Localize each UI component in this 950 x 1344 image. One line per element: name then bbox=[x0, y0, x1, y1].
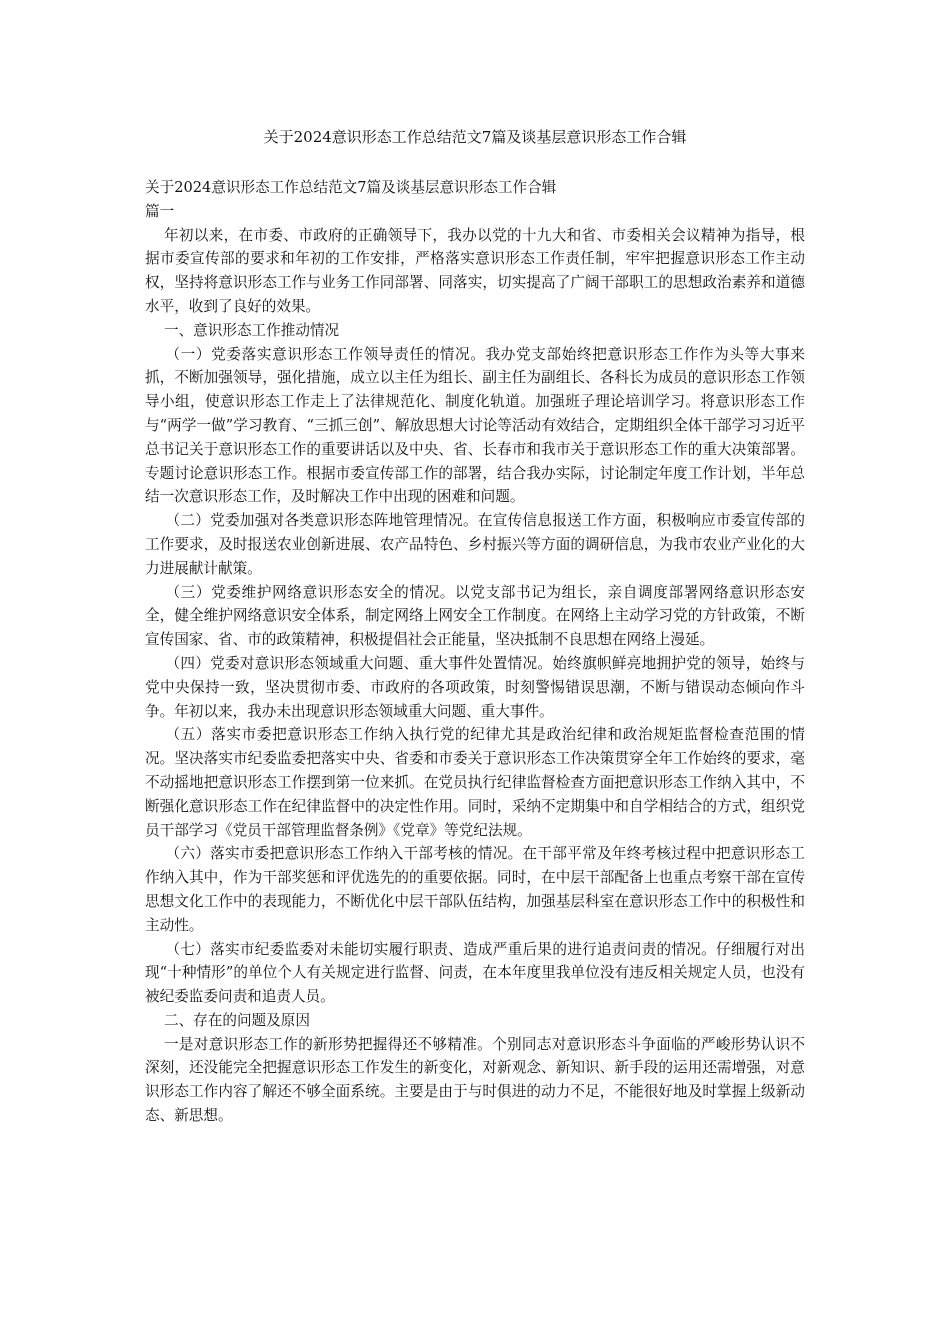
paragraph-item-3: （三）党委维护网络意识形态安全的情况。以党支部书记为组长，亲自调度部署网络意识形态安全，健全维护网络意识安全体系，制定网络上网安全工作制度。在网络上主动学习党的方针政策，不断宣传国家、省、市的政策精神，积极提倡社会正能量，坚决抵制不良思想在网络上漫延。 bbox=[145, 583, 805, 649]
heading-section-2: 二、存在的问题及原因 bbox=[163, 1011, 310, 1029]
paragraph-item-2: （二）党委加强对各类意识形态阵地管理情况。在宣传信息报送工作方面，积极响应市委宣传部的工作要求，及时报送农业创新进展、农产品特色、乡村振兴等方面的调研信息，为我市农业产业化的大力进展献计献策。 bbox=[145, 512, 805, 577]
paragraph-item-7: （七）落实市纪委监委对未能切实履行职责、造成严重后果的进行追责问责的情况。仔细履行对出现“十种情形”的单位个人有关规定进行监督、问责，在本年度里我单位没有违反相关规定人员，也没有被纪委监委问责和追责人员。 bbox=[145, 940, 805, 1006]
document-title: 关于2024意识形态工作总结范文7篇及谈基层意识形态工作合辑 bbox=[263, 128, 687, 146]
document-subtitle: 关于2024意识形态工作总结范文7篇及谈基层意识形态工作合辑 bbox=[145, 179, 557, 196]
document-body bbox=[145, 176, 805, 1128]
paragraph-intro: 年初以来，在市委、市政府的正确领导下，我办以党的十九大和省、市委相关会议精神为指导，根据市委宣传部的要求和年初的工作安排，严格落实意识形态工作责任制，牢牢把握意识形态工作主动权，坚持将意识形态工作与业务工作同部署、同落实，切实提高了广阔干部职工的思想政治素养和道德水平，收到了良好的效果。 bbox=[145, 226, 805, 315]
paragraph-item-4: （四）党委对意识形态领域重大问题、重大事件处置情况。始终旗帜鲜亮地拥护党的领导，始终与党中央保持一致，坚决贯彻市委、市政府的各项政策，时刻警惕错误思潮，不断与错误动态倾向作斗争。年初以来，我办未出现意识形态领域重大问题、重大事件。 bbox=[145, 654, 805, 720]
paragraph-problem-1: 一是对意识形态工作的新形势把握得还不够精准。个别同志对意识形态斗争面临的严峻形势认识不深刻，还没能完全把握意识形态工作发生的新变化，对新观念、新知识、新手段的运用还需增强，对意识形态工作内容了解还不够全面系统。主要是由于与时俱进的动力不足，不能很好地及时掌握上级新动态、新思想。 bbox=[145, 1035, 805, 1125]
heading-section-1: 一、意识形态工作推动情况 bbox=[163, 321, 340, 339]
paragraph-item-5: （五）落实市委把意识形态工作纳入执行党的纪律尤其是政治纪律和政治规矩监督检查范围的情况。坚决落实市纪委监委把落实中央、省委和市委关于意识形态工作决策贯穿全年工作始终的要求，毫不动摇地把意识形态工作摆到第一位来抓。在党员执行纪律监督检查方面把意识形态工作纳入其中，不断强化意识形态工作在纪律监督中的决定性作用。同时，采纳不定期集中和自学相结合的方式，组织党员干部学习《党员干部管理监督条例》《党章》等党纪法规。 bbox=[145, 726, 805, 839]
section-label: 篇一 bbox=[145, 202, 175, 220]
paragraph-item-6: （六）落实市委把意识形态工作纳入干部考核的情况。在干部平常及年终考核过程中把意识形态工作纳入其中，作为干部奖惩和评优选先的的重要依据。同时，在中层干部配备上也重点考察干部在宣传思想文化工作中的表现能力，不断优化中层干部队伍结构，加强基层科室在意识形态工作中的积极性和主动性。 bbox=[145, 845, 805, 934]
paragraph-item-1: （一）党委落实意识形态工作领导责任的情况。我办党支部始终把意识形态工作作为头等大事来抓，不断加强领导，强化措施，成立以主任为组长、副主任为副组长、各科长为成员的意识形态工作领导小组，使意识形态工作走上了法律规范化、制度化轨道。加强班子理论培训学习。将意识形态工作与“两学一做”学习教育、“三抓三创”、解放思想大讨论等活动有效结合，定期组织全体干部学习习近平总书记关于意识形态工作的重要讲话以及中央、省、长春市和我市关于意识形态工作的重大决策部署。专题讨论意识形态工作。根据市委宣传部工作的部署，结合我办实际，讨论制定年度工作计划，半年总结一次意识形态工作，及时解决工作中出现的困难和问题。 bbox=[145, 345, 805, 506]
